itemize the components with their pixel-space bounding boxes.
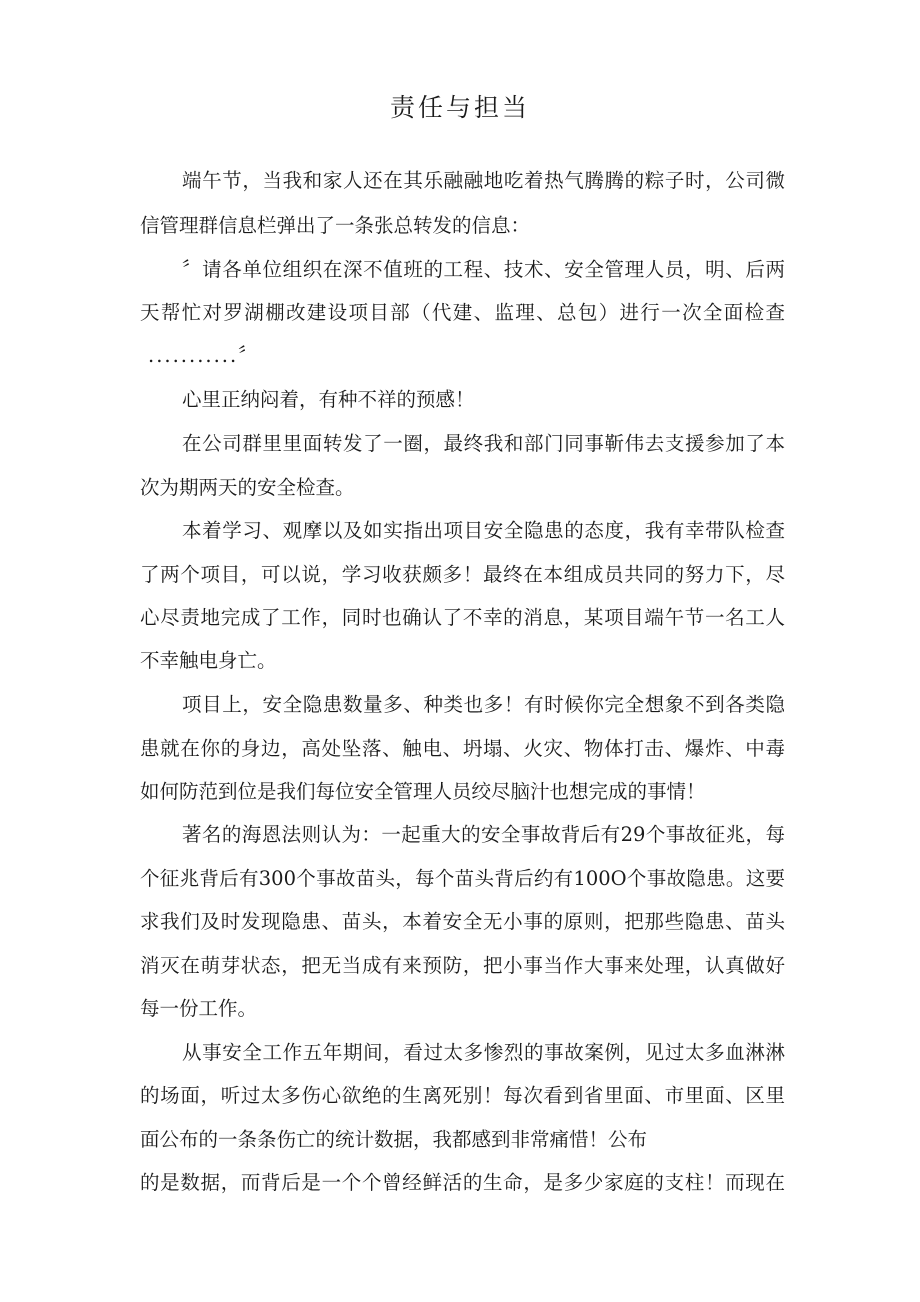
paragraph-line: 信管理群信息栏弹出了一条张总转发的信息： [140, 214, 531, 237]
paragraph-line: 项目上，安全隐患数量多、种类也多！有时候你完全想象不到各类隐 [182, 693, 785, 716]
paragraph-line: 面公布的一条条伤亡的统计数据，我都感到非常痛惜！公布 [140, 1128, 648, 1151]
paragraph-line: 端午节，当我和家人还在其乐融融地吃着热气腾腾的粽子时，公司微 [182, 169, 785, 192]
paragraph-line: 每一份工作。 [140, 997, 258, 1020]
paragraph-line: 心里正纳闷着，有种不祥的预感！ [182, 388, 475, 411]
paragraph-line: 的场面，听过太多伤心欲绝的生离死别！每次看到省里面、市里面、区里 [140, 1084, 785, 1107]
paragraph-line: 患就在你的身边，高处坠落、触电、坍塌、火灾、物体打击、爆炸、中毒 [140, 737, 785, 760]
paragraph-line: 在公司群里里面转发了一圈，最终我和部门同事靳伟去支援参加了本 [182, 432, 785, 455]
document-title: 责任与担当 [389, 93, 530, 122]
paragraph-line: 从事安全工作五年期间，看过太多惨烈的事故案例，见过太多血淋淋 [182, 1041, 785, 1064]
paragraph-line: 心尽责地完成了工作，同时也确认了不幸的消息，某项目端午节一名工人 [140, 606, 785, 629]
paragraph-line: 个征兆背后有300个事故苗头，每个苗头背后约有100O个事故隐患。这要 [140, 867, 785, 890]
paragraph-line: 消灭在萌芽状态，把无当成有来预防，把小事当作大事来处理，认真做好 [140, 954, 785, 977]
paragraph-line: 不幸触电身亡。 [140, 649, 277, 672]
paragraph-line: 次为期两天的安全检查。 [140, 476, 355, 499]
paragraph-line: 著名的海恩法则认为：一起重大的安全事故背后有29个事故征兆，每 [182, 823, 785, 846]
paragraph-line: ...........〞 [148, 344, 260, 367]
paragraph-line: 的是数据，而背后是一个个曾经鲜活的生命，是多少家庭的支柱！而现在 [140, 1171, 785, 1194]
paragraph-line: 求我们及时发现隐患、苗头，本着安全无小事的原则，把那些隐患、苗头 [140, 910, 785, 933]
paragraph-line: 了两个项目，可以说，学习收获颇多！最终在本组成员共同的努力下，尽 [140, 563, 785, 586]
paragraph-line: 〞请各单位组织在深不值班的工程、技术、安全管理人员，明、后两 [182, 258, 785, 281]
paragraph-line: 如何防范到位是我们每位安全管理人员绞尽脑汁也想完成的事情！ [140, 780, 706, 803]
paragraph-line: 本着学习、观摩以及如实指出项目安全隐患的态度，我有幸带队检查 [182, 519, 785, 542]
paragraph-line: 天帮忙对罗湖棚改建设项目部（代建、监理、总包）进行一次全面检查 [140, 301, 785, 324]
